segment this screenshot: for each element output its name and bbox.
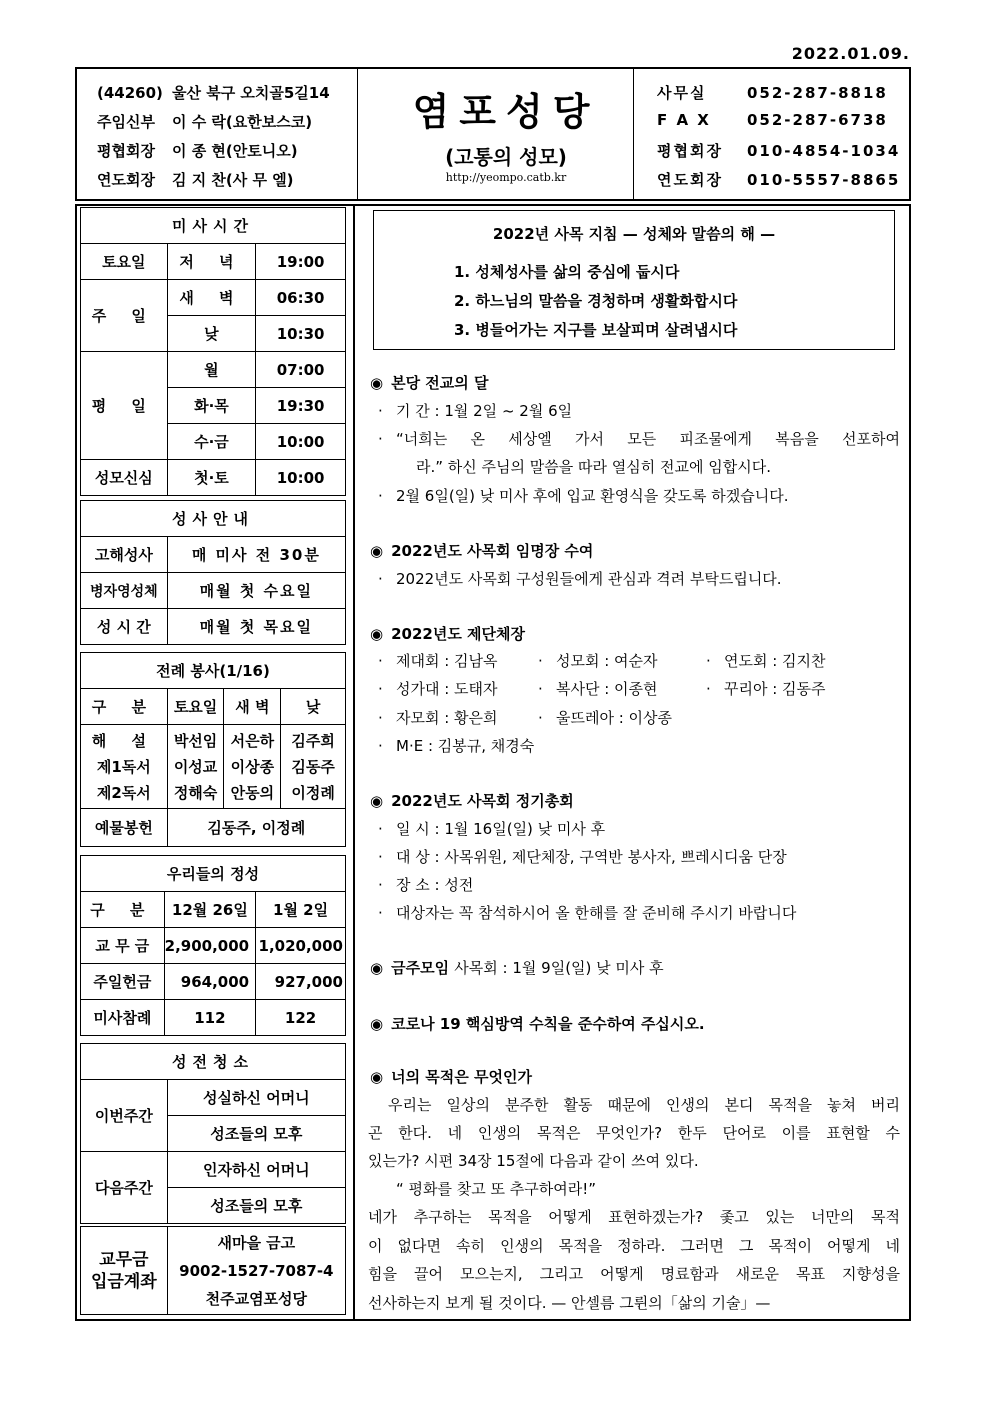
liturgy-header: 토요일 — [167, 689, 224, 725]
liturgy-person: 김동주 — [291, 757, 335, 776]
section-mark-icon: ◉ — [370, 1068, 384, 1086]
section-mark-icon: ◉ — [370, 542, 384, 560]
pastoral-item: 2. 하느님의 말씀을 경청하며 생활화합시다 — [454, 292, 738, 310]
sacrament-table — [80, 500, 346, 645]
section-mark-icon: ◉ — [370, 792, 384, 810]
parish-url[interactable]: http://yeompo.catb.kr — [445, 171, 567, 184]
donations-header: 12월 26일 — [164, 892, 255, 928]
mass-times-table — [80, 207, 346, 496]
yeondo-president-row: 연도회장 김 지 찬(사 무 엘) — [97, 171, 294, 189]
donations-value: 927,000 — [256, 964, 346, 1000]
leader-row: · 자모회 : 황은희 · 울뜨레아 : 이상종 — [378, 709, 673, 727]
sacrament-label: 성 시 간 — [81, 609, 168, 645]
essay-line: 우리는 일상의 분주한 활동 때문에 인생의 본디 목적을 놓쳐 버리 — [388, 1096, 900, 1114]
time-value: 19:30 — [256, 388, 346, 424]
account-holder: 천주교염포성당 — [205, 1289, 308, 1308]
cleaning-group: 성실하신 어머니 — [167, 1080, 345, 1116]
donations-value: 1,020,000 — [256, 928, 346, 964]
liturgy-role: 제1독서 — [96, 757, 151, 776]
pastor-row: 주임신부 이 수 락(요한보스코) — [97, 113, 313, 131]
sacrament-value: 매월 첫 목요일 — [167, 609, 345, 645]
account-label: 교무금 — [99, 1249, 149, 1270]
essay-line: 곤 한다. 네 인생의 목적은 무엇인가? 한두 단어로 이를 표현할 수 — [368, 1124, 900, 1142]
pastoral-title: 2022년 사목 지침 — 성체와 말씀의 해 — — [492, 225, 776, 243]
essay-line: 네가 추구하는 목적을 어떻게 표현하겠는가? 좇고 있는 너만의 목적 — [368, 1208, 900, 1226]
leader-row: · 제대회 : 김남옥 · 성모회 : 여순자 · 연도회 : 김지찬 — [378, 652, 826, 670]
council-president-row: 평협회장 이 종 현(안토니오) — [97, 142, 298, 160]
council-phone-row: 평협회장 010-4854-1034 — [657, 142, 901, 160]
notice-line: 라.” 하신 주님의 말씀을 따라 열심히 전교에 임합시다. — [416, 458, 771, 476]
fax-row: F A X 052-287-6738 — [657, 111, 888, 129]
essay-line: 힘을 끌어 모으는지, 그리고 어떻게 명료함과 새로운 목표 지향성을 — [368, 1265, 900, 1283]
time-value: 19:00 — [256, 244, 346, 280]
account-label: 입금계좌 — [90, 1271, 157, 1292]
liturgy-role: 제2독서 — [96, 783, 151, 802]
donations-value: 2,900,000 — [164, 928, 255, 964]
cleaning-group: 인자하신 어머니 — [167, 1152, 345, 1188]
week-label: 이번주간 — [81, 1080, 168, 1152]
liturgy-person: 이정례 — [291, 783, 335, 802]
day-label: 성모신심 — [81, 460, 168, 496]
liturgy-person: 정해숙 — [173, 783, 218, 802]
address-row: (44260) 울산 북구 오치골5길14 — [97, 84, 330, 102]
notice-line: · 장 소 : 성전 — [378, 876, 474, 894]
section-mark-icon: ◉ — [370, 959, 384, 977]
section-heading: ◉ 2022년도 사목회 정기총회 — [370, 792, 574, 810]
cleaning-table — [80, 1043, 346, 1224]
sacrament-title: 성사안내 — [81, 501, 346, 537]
donations-value: 122 — [256, 1000, 346, 1036]
header-divider — [633, 69, 634, 199]
liturgy-table — [80, 652, 346, 847]
time-value: 06:30 — [256, 280, 346, 316]
section-mark-icon: ◉ — [370, 1015, 384, 1033]
essay-line: 있는가? 시편 34장 15절에 다음과 같이 쓰여 있다. — [368, 1152, 699, 1170]
header-divider — [357, 69, 358, 199]
donations-label: 교 무 금 — [81, 928, 165, 964]
cleaning-title: 성전청소 — [81, 1044, 346, 1080]
column-divider — [353, 204, 355, 1321]
pastoral-guideline-box — [373, 210, 895, 350]
liturgy-person: 이성교 — [173, 757, 218, 776]
header — [75, 67, 911, 201]
section-heading: ◉ 코로나 19 핵심방역 수칙을 준수하여 주십시오. — [370, 1015, 705, 1033]
sacrament-value: 매월 첫 수요일 — [167, 573, 345, 609]
liturgy-title: 전례 봉사(1/16) — [81, 653, 346, 689]
offering-label: 예물봉헌 — [81, 809, 168, 847]
section-mark-icon: ◉ — [370, 374, 384, 392]
mass-times-title: 미사시간 — [81, 208, 346, 244]
yeondo-phone-row: 연도회장 010-5557-8865 — [657, 171, 901, 189]
section-heading: ◉ 2022년도 제단체장 — [370, 625, 526, 643]
liturgy-header: 구 분 — [81, 689, 168, 725]
section-heading: ◉ 너의 목적은 무엇인가 — [370, 1068, 532, 1086]
time-value: 10:00 — [256, 424, 346, 460]
pastoral-item: 1. 성체성사를 삶의 중심에 둡시다 — [454, 263, 680, 281]
offering-value: 김동주, 이정례 — [167, 809, 345, 847]
cleaning-group: 성조들의 모후 — [167, 1116, 345, 1152]
day-label: 평 일 — [81, 352, 168, 460]
donations-title: 우리들의 정성 — [81, 856, 346, 892]
leader-row: · M·E : 김봉규, 채경숙 — [378, 737, 535, 755]
day-label: 토요일 — [81, 244, 168, 280]
notice-line: · “너희는 온 세상엘 가서 모든 피조물에게 복음을 선포하여 — [378, 430, 900, 448]
parish-subtitle: (고통의 성모) — [445, 145, 567, 169]
slot-label: 수·금 — [167, 424, 256, 460]
donations-label: 주일헌금 — [81, 964, 165, 1000]
donations-label: 미사참례 — [81, 1000, 165, 1036]
section-heading: ◉ 2022년도 사목회 임명장 수여 — [370, 542, 594, 560]
time-value: 10:00 — [256, 460, 346, 496]
section-mark-icon: ◉ — [370, 625, 384, 643]
notice-line: · 대 상 : 사목위원, 제단체장, 구역반 봉사자, 쁘레시디움 단장 — [378, 848, 787, 866]
day-label: 주 일 — [81, 280, 168, 352]
liturgy-person: 이상종 — [230, 757, 275, 776]
slot-label: 첫·토 — [167, 460, 256, 496]
donations-value: 964,000 — [164, 964, 255, 1000]
essay-line: “ 평화를 찾고 또 추구하여라!” — [396, 1180, 597, 1198]
notice-line: · 기 간 : 1월 2일 ~ 2월 6일 — [378, 402, 573, 420]
slot-label: 저 녁 — [167, 244, 256, 280]
account-table — [80, 1226, 346, 1315]
liturgy-person: 박선임 — [173, 731, 218, 750]
donations-header: 1월 2일 — [256, 892, 346, 928]
essay-line: 선사하는지 보게 될 것이다. — 안셀름 그륀의「삶의 기술」— — [368, 1294, 771, 1312]
liturgy-person: 김주희 — [291, 731, 335, 750]
time-value: 10:30 — [256, 316, 346, 352]
liturgy-person: 서은하 — [230, 731, 275, 750]
slot-label: 화·목 — [167, 388, 256, 424]
essay-line: 이 없다면 속히 인생의 목적을 정하라. 그러면 그 목적이 어떻게 네 — [368, 1237, 900, 1255]
parish-title: 염포성당 — [412, 90, 600, 134]
notice-line: · 대상자는 꼭 참석하시어 올 한해를 잘 준비해 주시기 바랍니다 — [378, 904, 797, 922]
slot-label: 새 벽 — [167, 280, 256, 316]
sacrament-value: 매 미사 전 30분 — [167, 537, 345, 573]
notice-line: · 2월 6일(일) 낮 미사 후에 입교 환영식을 갖도록 하겠습니다. — [378, 487, 789, 505]
sacrament-label: 병자영성체 — [81, 573, 168, 609]
liturgy-header: 낮 — [281, 689, 346, 725]
slot-label: 월 — [167, 352, 256, 388]
notice-line: · 2022년도 사목회 구성원들에게 관심과 격려 부탁드립니다. — [378, 570, 782, 588]
liturgy-person: 안동의 — [230, 783, 275, 802]
cleaning-group: 성조들의 모후 — [167, 1188, 345, 1224]
section-heading: ◉ 본당 전교의 달 — [370, 374, 489, 392]
donations-value: 112 — [164, 1000, 255, 1036]
bank-name: 새마을 금고 — [217, 1233, 296, 1252]
donations-table — [80, 855, 346, 1036]
sacrament-label: 고해성사 — [81, 537, 168, 573]
office-phone-row: 사무실 052-287-8818 — [657, 84, 888, 102]
liturgy-role: 해 설 — [91, 731, 156, 750]
section-heading: ◉ 금주모임 사목회 : 1월 9일(일) 낮 미사 후 — [370, 959, 664, 977]
slot-label: 낮 — [167, 316, 256, 352]
pastoral-item: 3. 병들어가는 지구를 보살피며 살려냅시다 — [454, 321, 738, 339]
notice-line: · 일 시 : 1월 16일(일) 낮 미사 후 — [378, 820, 606, 838]
account-number: 9002-1527-7087-4 — [179, 1261, 334, 1280]
issue-date: 2022.01.09. — [791, 44, 910, 63]
week-label: 다음주간 — [81, 1152, 168, 1224]
leader-row: · 성가대 : 도태자 · 복사단 : 이종현 · 꾸리아 : 김동주 — [378, 680, 826, 698]
donations-header: 구 분 — [81, 892, 165, 928]
liturgy-header: 새 벽 — [224, 689, 281, 725]
time-value: 07:00 — [256, 352, 346, 388]
